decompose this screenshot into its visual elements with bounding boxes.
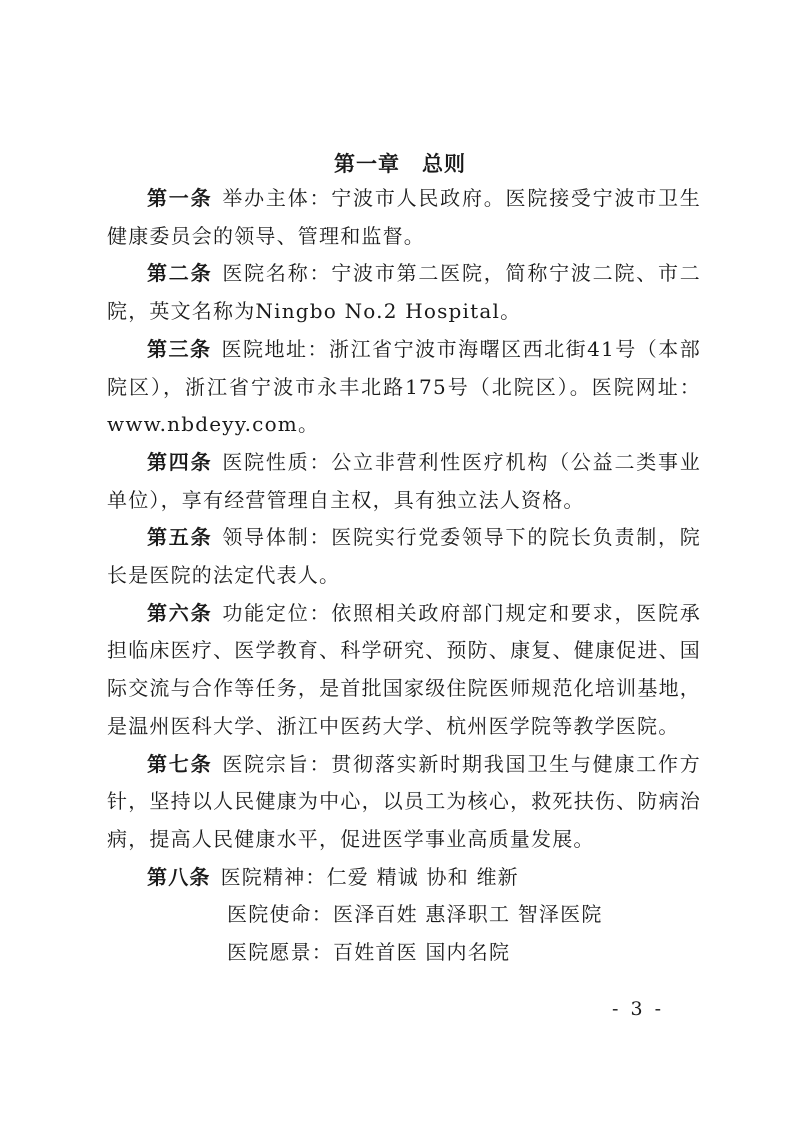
article-label: 第二条 xyxy=(147,261,213,286)
article-1 xyxy=(107,180,701,255)
article-text: 医院名称：宁波市第二医院，简称宁波二院、市二院，英文名称为Ningbo No.2 Hospital。 xyxy=(107,261,701,324)
articles-body xyxy=(107,180,701,972)
article-4 xyxy=(107,444,701,519)
article-3 xyxy=(107,331,701,444)
article-text: 医院精神：仁爱 精诚 协和 维新 xyxy=(220,864,519,889)
article-text: 医院宗旨：贯彻落实新时期我国卫生与健康工作方针，坚持以人民健康为中心，以员工为核心，救死扶伤、防病治病，提高人民健康水平，促进医学事业高质量发展。 xyxy=(107,751,701,851)
article-8 xyxy=(107,859,701,897)
article-text: 医院性质：公立非营利性医疗机构（公益二类事业单位），享有经营管理自主权，具有独立法人资格。 xyxy=(107,449,701,512)
article-label: 第七条 xyxy=(147,751,213,776)
article-label: 第五条 xyxy=(147,525,213,550)
article-5 xyxy=(107,519,701,594)
article-label: 第六条 xyxy=(147,600,213,625)
hospital-mission: 医院使命：医泽百姓 惠泽职工 智泽医院 xyxy=(227,902,603,927)
chapter-title: 第一章 总则 xyxy=(334,152,466,176)
article-label: 第一条 xyxy=(147,186,213,210)
article-label: 第三条 xyxy=(147,336,212,361)
article-6 xyxy=(107,595,701,746)
article-label: 第四条 xyxy=(147,449,213,474)
article-2 xyxy=(107,255,701,330)
article-text: 领导体制：医院实行党委领导下的院长负责制，院长是医院的法定代表人。 xyxy=(107,525,701,588)
article-text: 功能定位：依照相关政府部门规定和要求，医院承担临床医疗、医学教育、科学研究、预防、康复、健康促进、国际交流与合作等任务，是首批国家级住院医师规范化培训基地，是温州医科大学、浙江中医药大学、杭州医学院等教学医院。 xyxy=(107,600,701,738)
article-text: 医院地址：浙江省宁波市海曙区西北街41号（本部院区），浙江省宁波市永丰北路175号（北院区）。医院网址：www.nbdeyy.com。 xyxy=(107,336,701,437)
article-text: 举办主体：宁波市人民政府。医院接受宁波市卫生健康委员会的领导、管理和监督。 xyxy=(107,186,701,248)
hospital-vision: 医院愿景：百姓首医 国内名院 xyxy=(227,940,511,965)
article-label: 第八条 xyxy=(147,864,211,889)
page-number: - 3 - xyxy=(612,998,665,1020)
article-7 xyxy=(107,746,701,859)
